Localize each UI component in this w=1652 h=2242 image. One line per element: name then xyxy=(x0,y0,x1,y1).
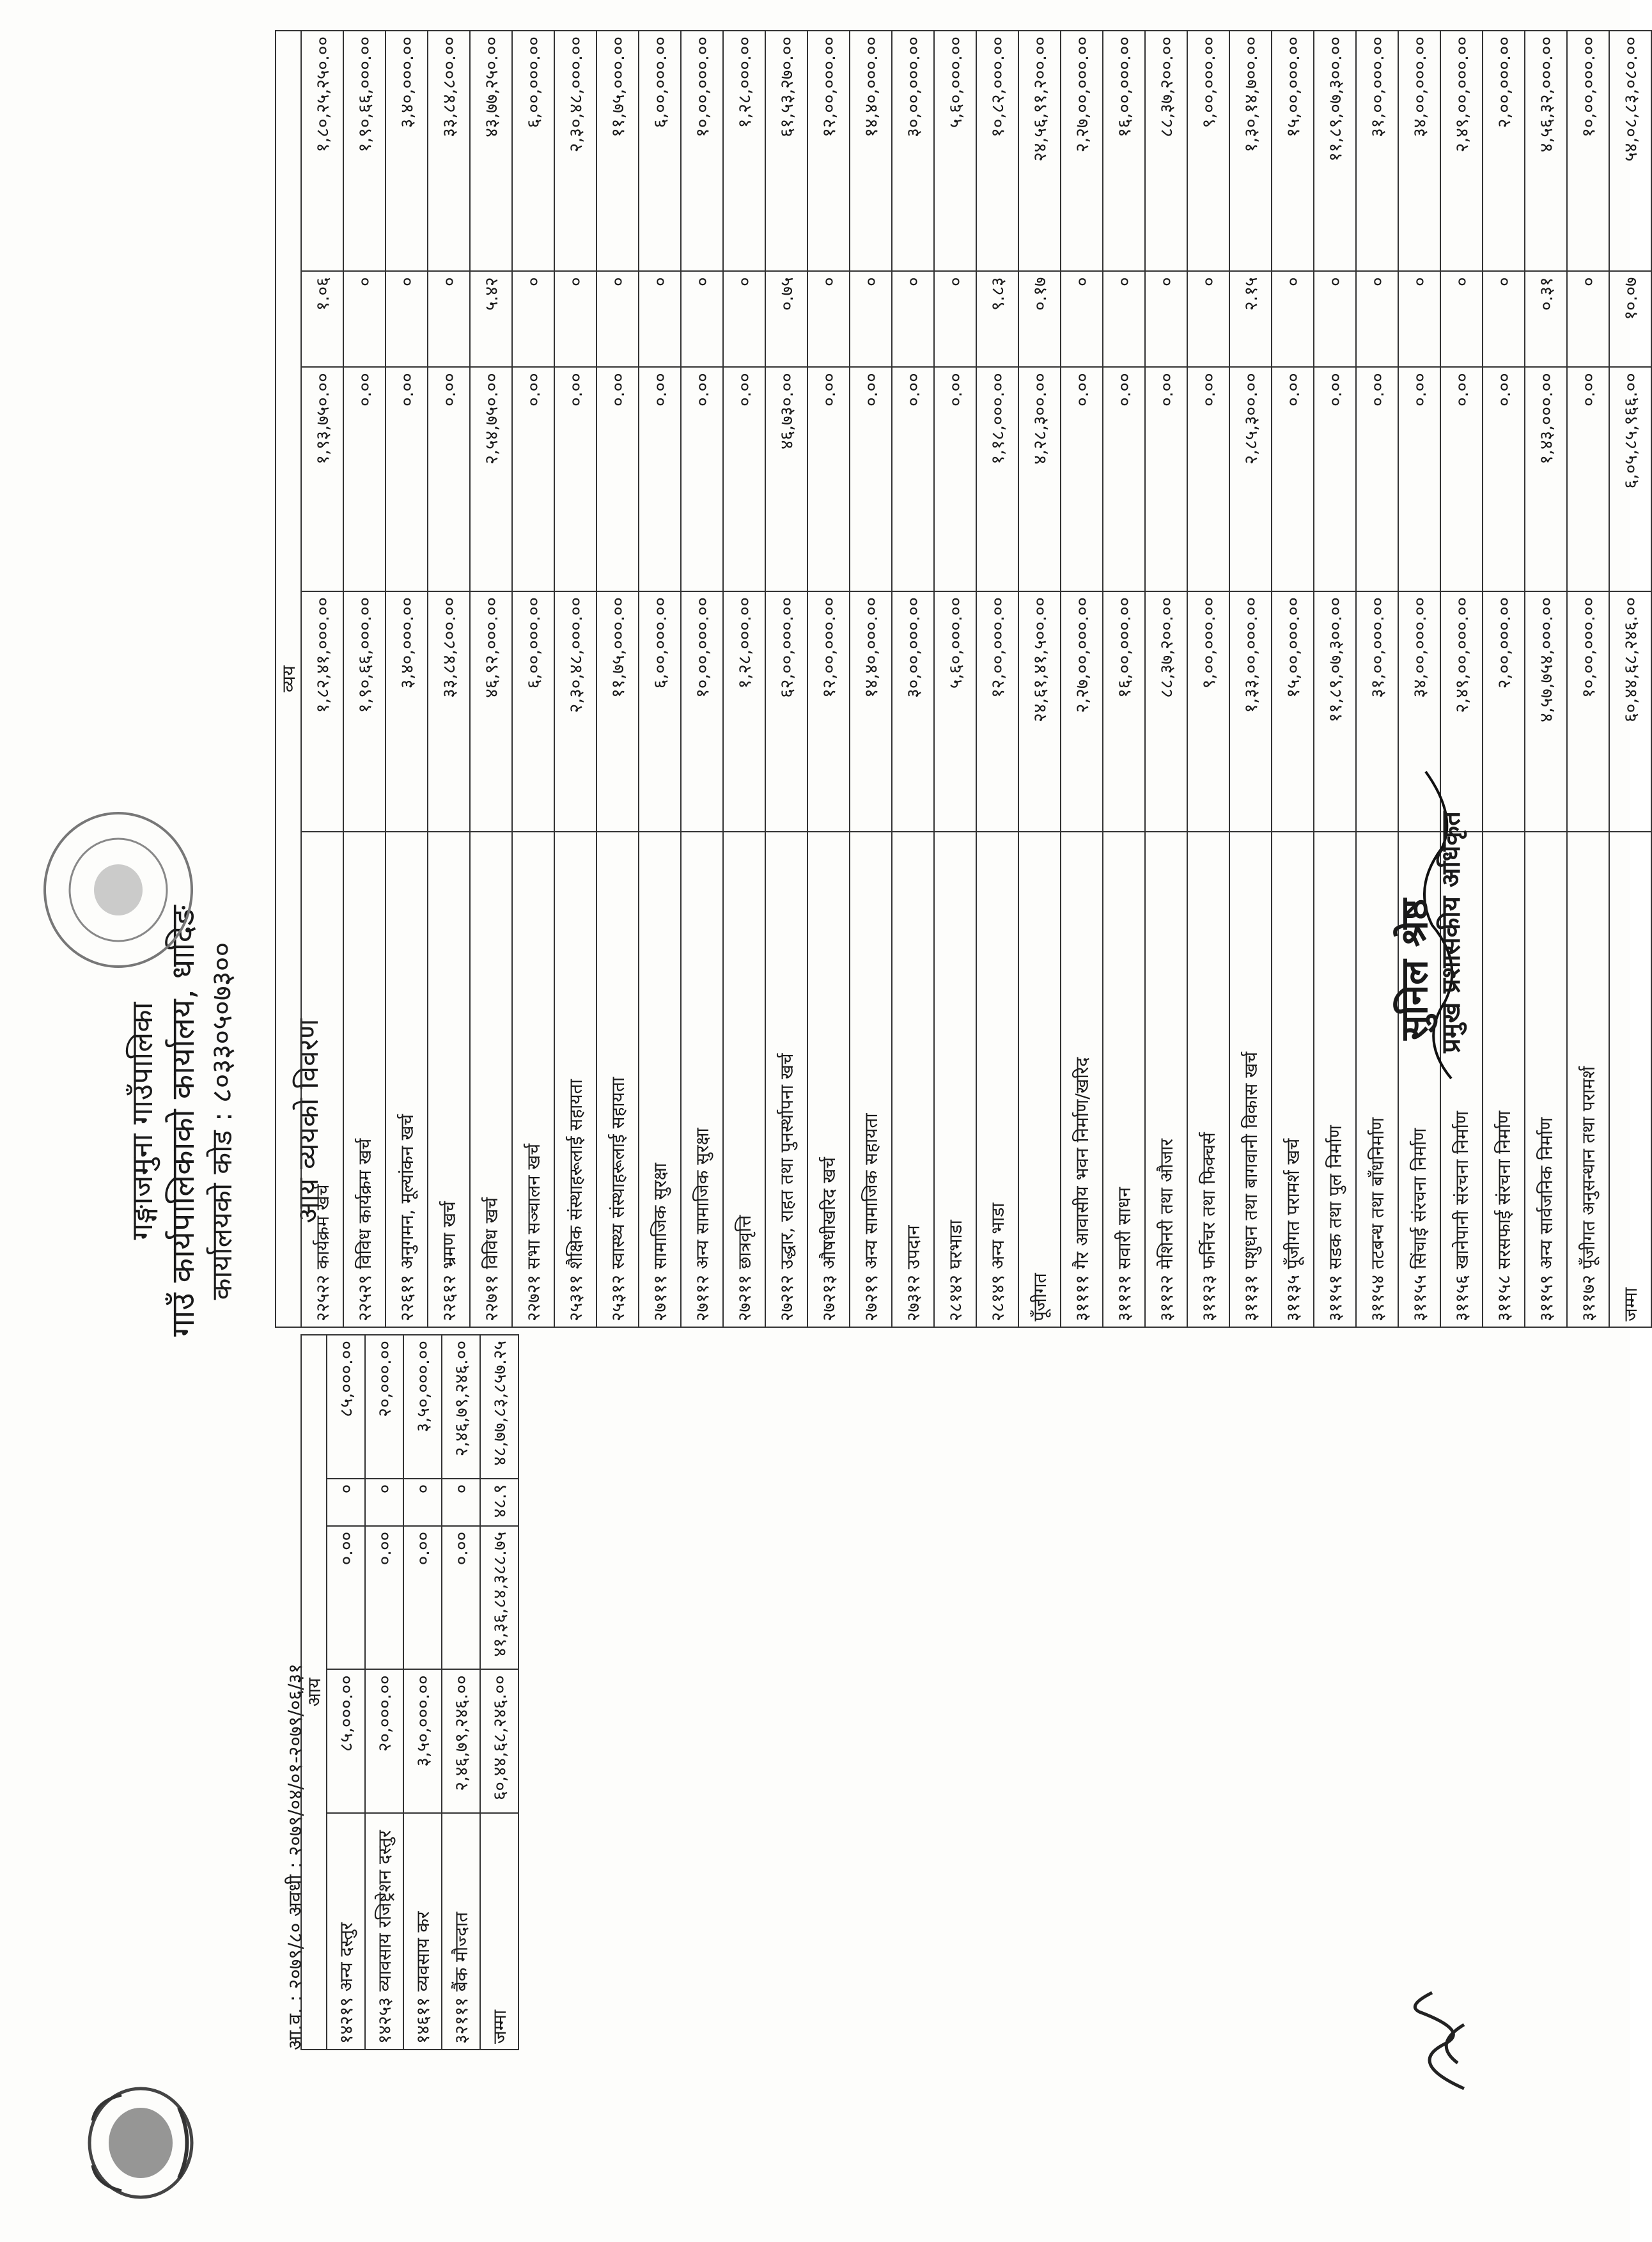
income-cell-b: ४१,३६,८४,३८८.७५ xyxy=(480,1526,518,1670)
expense-cell-c: ० xyxy=(1103,271,1145,367)
expense-cell-label: ३११३५ पूँजीगत परामर्श खर्च xyxy=(1272,832,1314,1327)
expense-cell-a: १,९०,६६,०००.०० xyxy=(343,591,386,832)
income-cell-a: ८५,०००.०० xyxy=(327,1669,365,1813)
expense-row xyxy=(850,31,892,1327)
expense-cell-a: ३३,८४,८००.०० xyxy=(428,591,470,832)
expense-cell-a: २,००,०००.०० xyxy=(1483,591,1525,832)
expense-cell-a: ३,४०,०००.०० xyxy=(386,591,428,832)
expense-cell-label: २५३१२ स्वास्थ्य संस्थाहरूलाई सहायता xyxy=(596,832,639,1327)
expense-cell-a: १४,४०,०००.०० xyxy=(850,591,892,832)
expense-table xyxy=(275,30,1652,1328)
expense-cell-label: २७३१२ उपदान xyxy=(892,832,934,1327)
expense-cell-a: ४,५७,७५४,०००.०० xyxy=(1525,591,1567,832)
expense-cell-a: ३४,००,०००.०० xyxy=(1398,591,1440,832)
expense-row xyxy=(892,31,934,1327)
expense-row xyxy=(554,31,596,1327)
expense-cell-c: ०.७५ xyxy=(765,271,807,367)
income-cell-c: ० xyxy=(327,1479,365,1526)
expense-row xyxy=(428,31,470,1327)
expense-cell-label: ३११५१ सडक तथा पुल निर्माण xyxy=(1314,832,1356,1327)
expense-cell-d: २४,५६,९१,२००.०० xyxy=(1018,31,1061,271)
expense-cell-d: ११,७५,०००.०० xyxy=(596,31,639,271)
expense-cell-b: १,४३,०००.०० xyxy=(1525,367,1567,591)
expense-cell-a: १,२८,०००.०० xyxy=(723,591,765,832)
expense-cell-a: १०,००,०००.०० xyxy=(681,591,723,832)
expense-cell-d: २,००,०००.०० xyxy=(1483,31,1525,271)
expense-cell-a: १२,००,०००.०० xyxy=(807,591,850,832)
expense-cell-a: १५,००,०००.०० xyxy=(1272,591,1314,832)
expense-cell-a: १,८२,४१,०००.०० xyxy=(301,591,343,832)
expense-cell-c: ० xyxy=(639,271,681,367)
expense-cell-label: २७१११ सामाजिक सुरक्षा xyxy=(639,832,681,1327)
expense-cell-a: १,३३,००,०००.०० xyxy=(1229,591,1272,832)
expense-cell-c: ० xyxy=(428,271,470,367)
expense-cell-d: १०,००,०००.०० xyxy=(1567,31,1609,271)
expense-row xyxy=(1567,31,1609,1327)
expense-row xyxy=(934,31,976,1327)
expense-cell-d: १,८०,२५,२५०.०० xyxy=(301,31,343,271)
expense-row xyxy=(807,31,850,1327)
expense-cell-d: ४,५६,३२,०००.०० xyxy=(1525,31,1567,271)
expense-cell-a: ११,७५,०००.०० xyxy=(596,591,639,832)
income-cell-c: ० xyxy=(442,1479,480,1526)
expense-row xyxy=(596,31,639,1327)
expense-cell-b: ०.०० xyxy=(850,367,892,591)
expense-row xyxy=(1440,31,1483,1327)
expense-cell-c: ० xyxy=(1356,271,1398,367)
expense-cell-b: ०.०० xyxy=(1483,367,1525,591)
expense-cell-b: २,५४,७५०.०० xyxy=(470,367,512,591)
expense-cell-label: ३११२१ सवारी साधन xyxy=(1103,832,1145,1327)
expense-cell-c: ० xyxy=(596,271,639,367)
income-cell-c: ० xyxy=(403,1479,442,1526)
expense-cell-b: ०.०० xyxy=(1567,367,1609,591)
expense-cell-a: ६०,४४,६८,२४६.०० xyxy=(1609,591,1651,832)
income-row xyxy=(403,1335,442,2050)
expense-cell-c: ० xyxy=(512,271,554,367)
expense-cell-d: ५,६०,०००.०० xyxy=(934,31,976,271)
expense-cell-b: ०.०० xyxy=(428,367,470,591)
expense-cell-b: ०.०० xyxy=(1356,367,1398,591)
expense-cell-a: ११,८९,०७,३००.०० xyxy=(1314,591,1356,832)
expense-cell-b: ०.०० xyxy=(554,367,596,591)
expense-cell-a: ९,००,०००.०० xyxy=(1187,591,1229,832)
income-cell-b: ०.०० xyxy=(442,1526,480,1670)
expense-cell-d: २,३०,४८,०००.०० xyxy=(554,31,596,271)
expense-cell-c: ० xyxy=(934,271,976,367)
expense-cell-c: ० xyxy=(343,271,386,367)
expense-row xyxy=(512,31,554,1327)
expense-cell-a: ६,००,०००.०० xyxy=(639,591,681,832)
expense-row xyxy=(1356,31,1398,1327)
income-cell-b: ०.०० xyxy=(403,1526,442,1670)
expense-cell-b: ६,०५,८५,९६६.०० xyxy=(1609,367,1651,591)
expense-cell-d: ६,००,०००.०० xyxy=(512,31,554,271)
expense-cell-a: ३०,००,०००.०० xyxy=(892,591,934,832)
expense-cell-label: ३११२२ मेशिनरी तथा औजार xyxy=(1145,832,1187,1327)
expense-cell-a: ३१,००,०००.०० xyxy=(1356,591,1398,832)
expense-cell-d: १,९०,६६,०००.०० xyxy=(343,31,386,271)
expense-row xyxy=(681,31,723,1327)
expense-cell-label: ३११११ गैर आवासीय भवन निर्माण/खरिद xyxy=(1061,832,1103,1327)
income-cell-d: २०,०००.०० xyxy=(365,1335,403,1479)
income-cell-d: ८५,०००.०० xyxy=(327,1335,365,1479)
expense-cell-c: ०.३१ xyxy=(1525,271,1567,367)
expense-rows xyxy=(301,31,1651,1327)
expense-heading: व्यय xyxy=(276,31,301,1327)
expense-cell-label: ३११५८ सरसफाई संरचना निर्माण xyxy=(1483,832,1525,1327)
income-cell-a: ६०,४४,६८,२४६.०० xyxy=(480,1669,518,1813)
expense-cell-c: ० xyxy=(1187,271,1229,367)
officer-title: प्रमुख प्रशासकीय अधिकृत xyxy=(1437,811,1466,1053)
expense-cell-a: २,३०,४८,०००.०० xyxy=(554,591,596,832)
income-cell-a: ३,५०,०००.०० xyxy=(403,1669,442,1813)
expense-cell-a: ६२,००,०००.०० xyxy=(765,591,807,832)
expense-cell-b: १,१८,०००.०० xyxy=(976,367,1018,591)
expense-cell-label: ३११५४ तटबन्ध तथा बाँधनिर्माण xyxy=(1356,832,1398,1327)
expense-cell-c: ० xyxy=(1145,271,1187,367)
expense-cell-c: ० xyxy=(892,271,934,367)
expense-row xyxy=(301,31,343,1327)
expense-row xyxy=(1314,31,1356,1327)
expense-cell-label: ३११५६ खानेपानी संरचना निर्माण xyxy=(1440,832,1483,1327)
expense-row xyxy=(1229,31,1272,1327)
expense-row xyxy=(470,31,512,1327)
expense-cell-c: ० xyxy=(1398,271,1440,367)
expense-row xyxy=(1187,31,1229,1327)
expense-cell-b: ०.०० xyxy=(1103,367,1145,591)
income-cell-b: ०.०० xyxy=(327,1526,365,1670)
expense-cell-d: ११,८९,०७,३००.०० xyxy=(1314,31,1356,271)
expense-cell-c: १०.०७ xyxy=(1609,271,1651,367)
expense-cell-c: ० xyxy=(554,271,596,367)
income-cell-d: ४८,७७,८३,८५७.२५ xyxy=(480,1335,518,1479)
expense-cell-label: २२६१२ भ्रमण खर्च xyxy=(428,832,470,1327)
expense-cell-c: ० xyxy=(386,271,428,367)
expense-cell-d: ३०,००,०००.०० xyxy=(892,31,934,271)
officer-name: सुनिल श्रेष्ठ xyxy=(1392,898,1436,1040)
expense-cell-c: ० xyxy=(1061,271,1103,367)
office-code: कार्यालयको कोड : ८०३३०५०७३०० xyxy=(206,942,238,1300)
expense-cell-b: ०.०० xyxy=(596,367,639,591)
expense-row xyxy=(1272,31,1314,1327)
expense-cell-label: ३११३१ पशुधन तथा बागवानी विकास खर्च xyxy=(1229,832,1272,1327)
office-name: गाउँ कार्यपालिकाको कार्यालय, धादिङ xyxy=(164,905,201,1337)
office-seal-icon xyxy=(38,807,198,973)
expense-cell-d: २,४९,००,०००.०० xyxy=(1440,31,1483,271)
expense-cell-label: २७२११ छात्रवृत्ति xyxy=(723,832,765,1327)
expense-cell-label: २८१४२ घरभाडा xyxy=(934,832,976,1327)
expense-cell-d: ३१,००,०००.०० xyxy=(1356,31,1398,271)
expense-cell-d: ६,००,०००.०० xyxy=(639,31,681,271)
expense-cell-c: २.१५ xyxy=(1229,271,1272,367)
income-cell-c: ० xyxy=(365,1479,403,1526)
expense-cell-d: ८८,३७,२००.०० xyxy=(1145,31,1187,271)
expense-cell-b: ४,२८,३००.०० xyxy=(1018,367,1061,591)
expense-cell-label: २७२१३ औषधीखरिद खर्च xyxy=(807,832,850,1327)
income-rows xyxy=(327,1335,518,2050)
report-title: आय व्ययको विवरण xyxy=(292,1018,325,1224)
expense-cell-b: ०.०० xyxy=(386,367,428,591)
expense-cell-c: ० xyxy=(1567,271,1609,367)
expense-cell-a: ४६,९२,०००.०० xyxy=(470,591,512,832)
expense-total-row xyxy=(1609,31,1651,1327)
expense-cell-d: १४,४०,०००.०० xyxy=(850,31,892,271)
expense-cell-label: २७२१२ उद्धार, राहत तथा पुनर्स्थापना खर्च xyxy=(765,832,807,1327)
expense-cell-label: २२७११ विविध खर्च xyxy=(470,832,512,1327)
expense-cell-d: ९,००,०००.०० xyxy=(1187,31,1229,271)
income-cell-c: ४८.९ xyxy=(480,1479,518,1526)
expense-cell-d: ३४,००,०००.०० xyxy=(1398,31,1440,271)
expense-cell-c: ० xyxy=(723,271,765,367)
expense-cell-d: १६,००,०००.०० xyxy=(1103,31,1145,271)
income-cell-b: ०.०० xyxy=(365,1526,403,1670)
municipality-name: गङ्गाजमुना गाउँपालिका xyxy=(125,1002,159,1240)
expense-cell-d: १५,००,०००.०० xyxy=(1272,31,1314,271)
expense-cell-c: ५.४२ xyxy=(470,271,512,367)
expense-cell-b: ०.०० xyxy=(1398,367,1440,591)
expense-cell-c: ० xyxy=(1314,271,1356,367)
expense-cell-b: ०.०० xyxy=(723,367,765,591)
income-row xyxy=(442,1335,480,2050)
expense-cell-d: २,२७,००,०००.०० xyxy=(1061,31,1103,271)
income-cell-a: २०,०००.०० xyxy=(365,1669,403,1813)
expense-cell-d: ५४,०८,८३,०८०.०० xyxy=(1609,31,1651,271)
expense-cell-label: २२५२२ कार्यक्रम खर्च xyxy=(301,832,343,1327)
expense-cell-label: ३११५५ सिंचाई संरचना निर्माण xyxy=(1398,832,1440,1327)
expense-cell-label: जम्मा xyxy=(1609,832,1651,1327)
fiscal-period: आ.व. : २०७९/८० अवधी : २०७९/०४/०१-२०७९/०६/३१ xyxy=(284,1663,307,2050)
expense-cell-c: ० xyxy=(1272,271,1314,367)
expense-cell-c: ० xyxy=(807,271,850,367)
expense-cell-label: २२७२१ सभा सञ्चालन खर्च xyxy=(512,832,554,1327)
expense-cell-b: ०.०० xyxy=(892,367,934,591)
expense-row xyxy=(343,31,386,1327)
expense-cell-b: ०.०० xyxy=(343,367,386,591)
expense-cell-b: ०.०० xyxy=(681,367,723,591)
expense-cell-d: ४३,७७,२५०.०० xyxy=(470,31,512,271)
expense-cell-d: १,३०,१४,७००.०० xyxy=(1229,31,1272,271)
expense-cell-label: २७२१९ अन्य सामाजिक सहायता xyxy=(850,832,892,1327)
expense-row xyxy=(1483,31,1525,1327)
expense-cell-b: २,८५,३००.०० xyxy=(1229,367,1272,591)
expense-cell-label: पूँजीगत xyxy=(1018,832,1061,1327)
expense-cell-label: ३११५९ अन्य सार्वजनिक निर्माण xyxy=(1525,832,1567,1327)
expense-cell-b: ४६,७३०.०० xyxy=(765,367,807,591)
income-heading: आय xyxy=(301,1335,327,2050)
expense-cell-d: १०,००,०००.०० xyxy=(681,31,723,271)
expense-row xyxy=(1103,31,1145,1327)
expense-cell-label: २२६११ अनुगमन, मूल्यांकन खर्च xyxy=(386,832,428,1327)
expense-row xyxy=(723,31,765,1327)
expense-row xyxy=(1061,31,1103,1327)
expense-cell-label: २५३११ शैक्षिक संस्थाहरूलाई सहायता xyxy=(554,832,596,1327)
income-cell-label: १४२५३ व्यावसाय रजिष्ट्रेशन दस्तुर xyxy=(365,1813,403,2050)
expense-cell-label: ३११२३ फर्निचर तथा फिक्चर्स xyxy=(1187,832,1229,1327)
income-cell-label: जम्मा xyxy=(480,1813,518,2050)
income-cell-label: ३२१११ बैंक मौज्दात xyxy=(442,1813,480,2050)
expense-cell-a: ८८,३७,२००.०० xyxy=(1145,591,1187,832)
income-cell-label: १४६११ व्यवसाय कर xyxy=(403,1813,442,2050)
expense-cell-label: २८१४९ अन्य भाडा xyxy=(976,832,1018,1327)
expense-cell-b: ०.०० xyxy=(934,367,976,591)
expense-cell-a: १०,००,०००.०० xyxy=(1567,591,1609,832)
expense-cell-d: १०,८२,०००.०० xyxy=(976,31,1018,271)
expense-cell-b: ०.०० xyxy=(1314,367,1356,591)
expense-cell-b: ०.०० xyxy=(1145,367,1187,591)
expense-cell-d: ३,४०,०००.०० xyxy=(386,31,428,271)
income-cell-a: २,४६,७९,२४६.०० xyxy=(442,1669,480,1813)
expense-cell-a: ६,००,०००.०० xyxy=(512,591,554,832)
expense-cell-b: ०.०० xyxy=(1187,367,1229,591)
expense-row xyxy=(1525,31,1567,1327)
expense-cell-a: २,४९,००,०००.०० xyxy=(1440,591,1483,832)
expense-cell-d: १२,००,०००.०० xyxy=(807,31,850,271)
income-row xyxy=(327,1335,365,2050)
expense-row xyxy=(386,31,428,1327)
income-table xyxy=(300,1334,519,2050)
expense-cell-b: १,९३,७५०.०० xyxy=(301,367,343,591)
expense-cell-b: ०.०० xyxy=(1440,367,1483,591)
income-row xyxy=(365,1335,403,2050)
expense-cell-d: ३३,८४,८००.०० xyxy=(428,31,470,271)
expense-cell-b: ०.०० xyxy=(1061,367,1103,591)
expense-cell-c: ० xyxy=(1483,271,1525,367)
expense-row xyxy=(1018,31,1061,1327)
expense-row xyxy=(1145,31,1187,1327)
income-cell-d: २,४६,७९,२४६.०० xyxy=(442,1335,480,1479)
expense-cell-b: ०.०० xyxy=(512,367,554,591)
expense-cell-d: ६१,५३,२७०.०० xyxy=(765,31,807,271)
expense-row xyxy=(1398,31,1440,1327)
expense-cell-label: ३११७२ पूँजीगत अनुसन्धान तथा परामर्श xyxy=(1567,832,1609,1327)
expense-cell-a: २४,६१,४१,५००.०० xyxy=(1018,591,1061,832)
expense-cell-label: २७११२ अन्य सामाजिक सुरक्षा xyxy=(681,832,723,1327)
expense-cell-b: ०.०० xyxy=(639,367,681,591)
expense-cell-a: २,२७,००,०००.०० xyxy=(1061,591,1103,832)
expense-cell-c: ० xyxy=(681,271,723,367)
expense-cell-c: ० xyxy=(1440,271,1483,367)
income-cell-d: ३,५०,०००.०० xyxy=(403,1335,442,1479)
expense-cell-b: ०.०० xyxy=(807,367,850,591)
expense-row xyxy=(976,31,1018,1327)
income-total-row xyxy=(480,1335,518,2050)
expense-cell-a: १६,००,०००.०० xyxy=(1103,591,1145,832)
expense-cell-c: ९.८३ xyxy=(976,271,1018,367)
expense-cell-c: १.०६ xyxy=(301,271,343,367)
expense-cell-a: ५,६०,०००.०० xyxy=(934,591,976,832)
income-cell-label: १४२१९ अन्य दस्तुर xyxy=(327,1813,365,2050)
expense-row xyxy=(765,31,807,1327)
expense-cell-c: ०.१७ xyxy=(1018,271,1061,367)
signature-mark xyxy=(1394,1973,1483,2101)
expense-cell-d: १,२८,०००.०० xyxy=(723,31,765,271)
expense-cell-label: २२५२९ विविध कार्यक्रम खर्च xyxy=(343,832,386,1327)
expense-cell-b: ०.०० xyxy=(1272,367,1314,591)
expense-cell-a: १२,००,०००.०० xyxy=(976,591,1018,832)
expense-cell-c: ० xyxy=(850,271,892,367)
expense-row xyxy=(639,31,681,1327)
